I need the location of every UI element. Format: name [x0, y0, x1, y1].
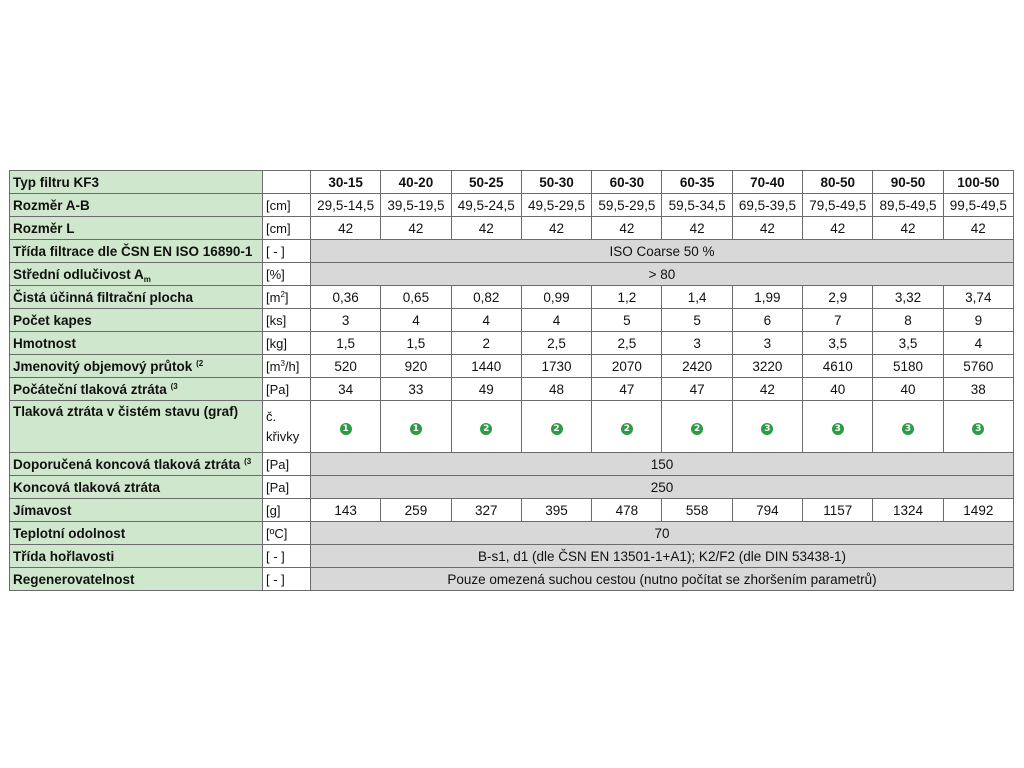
- row-separation: [10, 263, 1014, 286]
- value-cell: 1,5: [381, 332, 451, 355]
- row-unit-text: [Pa]: [266, 456, 290, 472]
- value-cell: 2,5: [521, 332, 591, 355]
- footnote-marker: (3: [170, 381, 178, 391]
- value-cell: 34: [311, 378, 381, 401]
- row-unit-text: [cm]: [266, 220, 291, 236]
- value-cell: 6: [732, 309, 802, 332]
- row-unit: [263, 499, 311, 522]
- value-cell: 143: [311, 499, 381, 522]
- row-label: [10, 476, 263, 499]
- row-label: [10, 332, 263, 355]
- row-unit: [263, 309, 311, 332]
- row-label: [10, 309, 263, 332]
- row-unit-text: [Pa]: [266, 381, 290, 397]
- row-unit-text: [m: [266, 289, 281, 305]
- value-cell: 259: [381, 499, 451, 522]
- merged-value-cell: 150: [311, 453, 1014, 476]
- value-cell: 48: [521, 378, 591, 401]
- value-cell: 42: [311, 217, 381, 240]
- row-unit: [263, 332, 311, 355]
- row-initial-dp: [10, 378, 1014, 401]
- header-label: Typ filtru KF3: [10, 171, 263, 194]
- value-cell: [521, 401, 591, 453]
- value-cell: 3,32: [873, 286, 943, 309]
- curve-number-badge: 3: [832, 423, 844, 435]
- value-cell: 42: [732, 217, 802, 240]
- value-cell: 327: [451, 499, 521, 522]
- value-cell: 1,4: [662, 286, 732, 309]
- value-cell: 69,5-39,5: [732, 194, 802, 217]
- row-label-text: Čistá účinná filtrační plocha: [13, 289, 194, 305]
- row-label: [10, 499, 263, 522]
- value-cell: 4: [521, 309, 591, 332]
- column-header: 100-50: [943, 171, 1013, 194]
- row-unit-text: [kg]: [266, 335, 287, 351]
- filter-spec-table: [9, 170, 1014, 591]
- value-cell: [451, 401, 521, 453]
- row-unit: [263, 263, 311, 286]
- footnote-marker: (2: [196, 358, 204, 368]
- value-cell: 3,5: [873, 332, 943, 355]
- footnote-marker: (3: [244, 456, 252, 466]
- row-label: [10, 453, 263, 476]
- row-unit-text: [cm]: [266, 197, 291, 213]
- row-unit: [263, 401, 311, 453]
- value-cell: 2,5: [592, 332, 662, 355]
- row-unit: [263, 476, 311, 499]
- value-cell: 1,99: [732, 286, 802, 309]
- value-cell: 42: [521, 217, 591, 240]
- row-label: [10, 545, 263, 568]
- column-header: 60-35: [662, 171, 732, 194]
- column-header: 40-20: [381, 171, 451, 194]
- row-label-text: Jímavost: [13, 502, 72, 518]
- value-cell: 4: [451, 309, 521, 332]
- column-header: 30-15: [311, 171, 381, 194]
- row-weight: [10, 332, 1014, 355]
- row-unit-end: ]: [284, 289, 289, 305]
- value-cell: [943, 401, 1013, 453]
- value-cell: 49: [451, 378, 521, 401]
- row-label: [10, 217, 263, 240]
- value-cell: 59,5-29,5: [592, 194, 662, 217]
- row-label-text: Rozměr A-B: [13, 197, 90, 213]
- header-unit-cell: [263, 171, 311, 194]
- row-unit: [263, 286, 311, 309]
- value-cell: 79,5-49,5: [803, 194, 873, 217]
- row-label-text: Střední odlučivost A: [13, 266, 144, 282]
- value-cell: 2070: [592, 355, 662, 378]
- value-cell: 40: [803, 378, 873, 401]
- value-cell: 520: [311, 355, 381, 378]
- value-cell: 395: [521, 499, 591, 522]
- curve-number-badge: 2: [551, 423, 563, 435]
- value-cell: 558: [662, 499, 732, 522]
- value-cell: 49,5-29,5: [521, 194, 591, 217]
- value-cell: 42: [592, 217, 662, 240]
- curve-number-badge: 3: [972, 423, 984, 435]
- value-cell: 3: [732, 332, 802, 355]
- column-header: 90-50: [873, 171, 943, 194]
- row-label-text: Doporučená koncová tlaková ztráta: [13, 456, 241, 472]
- value-cell: 38: [943, 378, 1013, 401]
- row-label: [10, 286, 263, 309]
- row-label-text: Koncová tlaková ztráta: [13, 479, 161, 495]
- row-label-text: Jmenovitý objemový průtok: [13, 358, 193, 374]
- value-cell: [873, 401, 943, 453]
- row-dim-l: [10, 217, 1014, 240]
- row-flow: [10, 355, 1014, 378]
- value-cell: 2: [451, 332, 521, 355]
- value-cell: 3: [311, 309, 381, 332]
- value-cell: 478: [592, 499, 662, 522]
- row-recommended-final-dp: [10, 453, 1014, 476]
- row-label: [10, 568, 263, 591]
- value-cell: 1730: [521, 355, 591, 378]
- row-filtration-class: [10, 240, 1014, 263]
- row-unit-superscript: 2: [280, 289, 285, 299]
- row-temperature: [10, 522, 1014, 545]
- value-cell: 0,36: [311, 286, 381, 309]
- curve-number-badge: 2: [621, 423, 633, 435]
- merged-value-cell: > 80: [311, 263, 1014, 286]
- value-cell: [311, 401, 381, 453]
- value-cell: 3: [662, 332, 732, 355]
- row-unit-superscript: 3: [280, 358, 285, 368]
- row-flammability: [10, 545, 1014, 568]
- value-cell: 5: [662, 309, 732, 332]
- value-cell: 42: [732, 378, 802, 401]
- merged-value-cell: B-s1, d1 (dle ČSN EN 13501-1+A1); K2/F2 (dle DIN 53438-1): [311, 545, 1014, 568]
- value-cell: 1440: [451, 355, 521, 378]
- value-cell: 49,5-24,5: [451, 194, 521, 217]
- value-cell: 0,82: [451, 286, 521, 309]
- row-unit-text: [%]: [266, 266, 285, 282]
- value-cell: 42: [451, 217, 521, 240]
- value-cell: 47: [662, 378, 732, 401]
- row-capacity: [10, 499, 1014, 522]
- row-unit: [263, 194, 311, 217]
- row-unit-text: [m: [266, 358, 281, 374]
- row-unit-text: [ - ]: [266, 571, 285, 587]
- value-cell: 9: [943, 309, 1013, 332]
- row-unit-text: [Pa]: [266, 479, 290, 495]
- curve-number-badge: 3: [761, 423, 773, 435]
- curve-number-badge: 1: [340, 423, 352, 435]
- row-unit: [263, 453, 311, 476]
- row-label-text: Tlaková ztráta v čistém stavu (graf): [13, 404, 239, 419]
- row-unit: [263, 568, 311, 591]
- row-unit-text: [ - ]: [266, 548, 285, 564]
- value-cell: 5180: [873, 355, 943, 378]
- column-header: 70-40: [732, 171, 802, 194]
- value-cell: 33: [381, 378, 451, 401]
- value-cell: 2420: [662, 355, 732, 378]
- column-header: 80-50: [803, 171, 873, 194]
- value-cell: 29,5-14,5: [311, 194, 381, 217]
- row-unit-text: [ks]: [266, 312, 287, 328]
- value-cell: 47: [592, 378, 662, 401]
- row-filter-area: [10, 286, 1014, 309]
- column-header: 50-25: [451, 171, 521, 194]
- curve-number-badge: 1: [410, 423, 422, 435]
- value-cell: 920: [381, 355, 451, 378]
- row-label-text: Teplotní odolnost: [13, 525, 126, 541]
- value-cell: 794: [732, 499, 802, 522]
- value-cell: [732, 401, 802, 453]
- value-cell: 4: [381, 309, 451, 332]
- value-cell: 3220: [732, 355, 802, 378]
- value-cell: 1,2: [592, 286, 662, 309]
- row-label: [10, 240, 263, 263]
- row-unit: [263, 217, 311, 240]
- value-cell: 4610: [803, 355, 873, 378]
- column-header: 50-30: [521, 171, 591, 194]
- value-cell: 42: [873, 217, 943, 240]
- column-header: 60-30: [592, 171, 662, 194]
- header-row: [10, 171, 1014, 194]
- row-label-text: Rozměr L: [13, 220, 75, 236]
- value-cell: 42: [803, 217, 873, 240]
- row-label-text: Počet kapes: [13, 312, 92, 328]
- row-final-dp: [10, 476, 1014, 499]
- row-label-text: Regenerovatelnost: [13, 571, 135, 587]
- row-label: [10, 263, 263, 286]
- row-label: [10, 194, 263, 217]
- row-curve: [10, 401, 1014, 453]
- value-cell: 5760: [943, 355, 1013, 378]
- value-cell: [592, 401, 662, 453]
- value-cell: 42: [662, 217, 732, 240]
- value-cell: 40: [873, 378, 943, 401]
- value-cell: 4: [943, 332, 1013, 355]
- merged-value-cell: ISO Coarse 50 %: [311, 240, 1014, 263]
- row-unit-end: /h]: [284, 358, 300, 374]
- row-label-text: Třída filtrace dle ČSN EN ISO 16890-1: [13, 243, 253, 259]
- value-cell: 0,99: [521, 286, 591, 309]
- row-unit-text: č. křivky: [266, 408, 300, 444]
- value-cell: 1492: [943, 499, 1013, 522]
- value-cell: 0,65: [381, 286, 451, 309]
- row-unit: [263, 240, 311, 263]
- row-regeneration: [10, 568, 1014, 591]
- row-pockets: [10, 309, 1014, 332]
- value-cell: 7: [803, 309, 873, 332]
- row-unit-text: [ºC]: [266, 525, 288, 541]
- value-cell: [381, 401, 451, 453]
- value-cell: [803, 401, 873, 453]
- row-label: [10, 522, 263, 545]
- value-cell: 2,9: [803, 286, 873, 309]
- value-cell: 42: [381, 217, 451, 240]
- row-label: [10, 401, 263, 453]
- value-cell: 5: [592, 309, 662, 332]
- value-cell: 39,5-19,5: [381, 194, 451, 217]
- row-unit-text: [g]: [266, 502, 281, 518]
- row-label-text: Počáteční tlaková ztráta: [13, 381, 167, 397]
- curve-number-badge: 2: [480, 423, 492, 435]
- row-label: [10, 378, 263, 401]
- value-cell: 8: [873, 309, 943, 332]
- row-unit: [263, 355, 311, 378]
- value-cell: 1157: [803, 499, 873, 522]
- row-label-subscript: m: [143, 274, 151, 284]
- value-cell: 99,5-49,5: [943, 194, 1013, 217]
- row-label-text: Hmotnost: [13, 335, 76, 351]
- row-unit: [263, 545, 311, 568]
- row-unit: [263, 378, 311, 401]
- row-label-text: Třída hořlavosti: [13, 548, 115, 564]
- row-dims-ab: [10, 194, 1014, 217]
- value-cell: [662, 401, 732, 453]
- row-label: [10, 355, 263, 378]
- value-cell: 59,5-34,5: [662, 194, 732, 217]
- value-cell: 3,5: [803, 332, 873, 355]
- row-unit: [263, 522, 311, 545]
- value-cell: 3,74: [943, 286, 1013, 309]
- merged-value-cell: 70: [311, 522, 1014, 545]
- merged-value-cell: 250: [311, 476, 1014, 499]
- row-unit-text: [ - ]: [266, 243, 285, 259]
- value-cell: 89,5-49,5: [873, 194, 943, 217]
- curve-number-badge: 2: [691, 423, 703, 435]
- value-cell: 1324: [873, 499, 943, 522]
- curve-number-badge: 3: [902, 423, 914, 435]
- value-cell: 42: [943, 217, 1013, 240]
- merged-value-cell: Pouze omezená suchou cestou (nutno počítat se zhoršením parametrů): [311, 568, 1014, 591]
- value-cell: 1,5: [311, 332, 381, 355]
